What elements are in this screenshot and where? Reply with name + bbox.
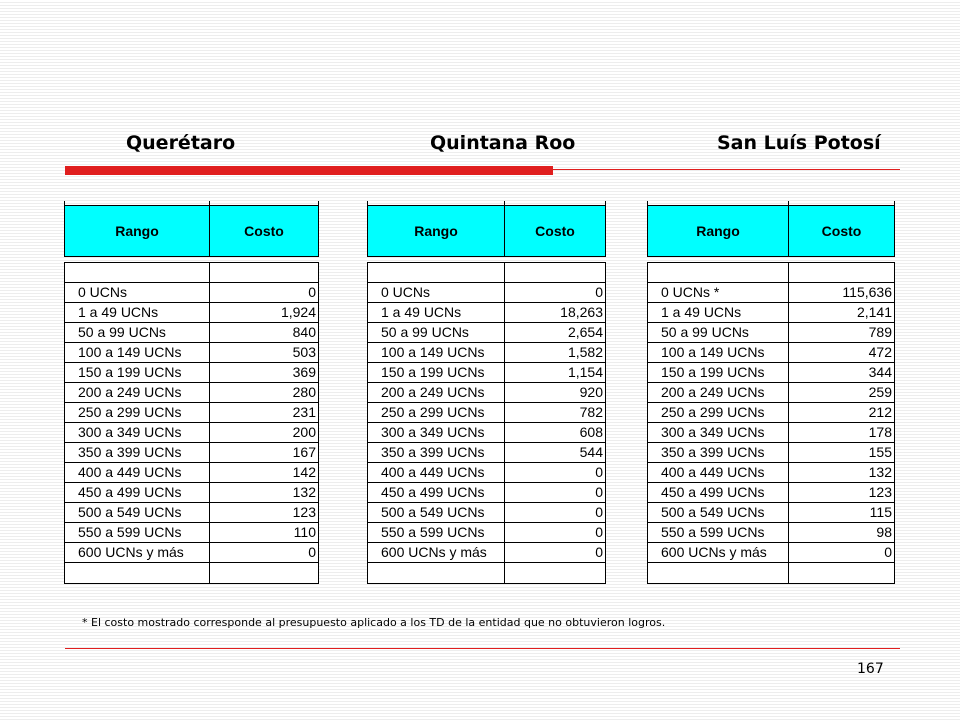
cell-costo [789,263,894,282]
table-row [648,383,894,403]
table-row [65,383,318,403]
cell-costo: 155 [868,444,892,460]
cell-rango: 150 a 199 UCNs [648,363,789,382]
table-row [65,463,318,483]
page-number: 167 [857,661,884,677]
cell-costo: 167 [292,444,316,460]
table-row [65,503,318,523]
cell-rango: 200 a 249 UCNs [648,383,789,402]
table-row [648,483,894,503]
header-costo: Costo [535,223,575,239]
cell-rango: 100 a 149 UCNs [65,343,210,362]
table-row [368,463,605,483]
cell-rango: 1 a 49 UCNs [65,303,210,322]
table-row [65,443,318,463]
title-san-luis-potosi: San Luís Potosí [717,132,881,154]
cell-costo: 115,636 [842,284,892,300]
cell-rango: 100 a 149 UCNs [648,343,789,362]
cell-rango: 250 a 299 UCNs [648,403,789,422]
table-header [367,205,606,257]
cell-costo: 544 [579,444,603,460]
table-row [648,403,894,423]
cell-rango: 400 a 449 UCNs [368,463,505,482]
cell-rango: 400 a 449 UCNs [648,463,789,482]
header-rango: Rango [65,206,210,256]
cell-rango: 400 a 449 UCNs [65,463,210,482]
cell-costo: 132 [292,484,316,500]
table-row [368,343,605,363]
table-row [648,323,894,343]
cell-rango: 200 a 249 UCNs [65,383,210,402]
table-row [368,423,605,443]
cell-rango: 250 a 299 UCNs [65,403,210,422]
table-row [65,283,318,303]
cell-rango: 550 a 599 UCNs [65,523,210,542]
cell-costo: 132 [868,464,892,480]
cell-costo: 0 [308,284,316,300]
cell-costo: 472 [868,344,892,360]
cell-rango: 500 a 549 UCNs [65,503,210,522]
cell-rango: 200 a 249 UCNs [368,383,505,402]
cell-rango [368,263,505,282]
cell-costo: 0 [595,284,603,300]
cell-costo: 110 [293,524,316,540]
cell-rango: 500 a 549 UCNs [368,503,505,522]
table-row [648,283,894,303]
cell-rango: 550 a 599 UCNs [368,523,505,542]
cell-rango: 350 a 399 UCNs [368,443,505,462]
cell-costo [505,263,605,282]
cell-costo [210,263,318,282]
cell-costo: 2,654 [567,324,603,340]
cell-costo: 123 [292,504,316,520]
cell-rango: 100 a 149 UCNs [368,343,505,362]
table-row [65,363,318,383]
cell-costo [505,563,605,583]
cell-rango: 350 a 399 UCNs [65,443,210,462]
table-row [648,343,894,363]
cell-costo: 782 [579,404,603,420]
table-row [368,283,605,303]
table-body [647,262,895,584]
cell-rango [65,563,210,583]
table-row [648,363,894,383]
cell-costo: 0 [308,544,316,560]
blank-row [648,263,894,283]
table-row [368,503,605,523]
cell-costo: 1,582 [567,344,603,360]
cell-costo: 212 [868,404,892,420]
cell-costo [789,563,894,583]
cell-rango: 300 a 349 UCNs [65,423,210,442]
header-rango: Rango [368,206,505,256]
blank-row [648,563,894,583]
cell-rango [65,263,210,282]
table-row [65,423,318,443]
table-row [368,303,605,323]
table-row [368,523,605,543]
table-body [367,262,606,584]
table-header [647,205,895,257]
cell-costo: 98 [876,524,892,540]
cell-rango: 0 UCNs [368,283,505,302]
cell-costo: 200 [292,424,316,440]
cell-rango: 50 a 99 UCNs [648,323,789,342]
table-row [648,543,894,563]
table-row [368,383,605,403]
blank-row [65,263,318,283]
cell-rango [368,563,505,583]
table-row [65,483,318,503]
table-row [368,363,605,383]
cell-costo: 18,263 [560,304,603,320]
cell-costo: 369 [292,364,316,380]
cell-costo: 115 [869,504,892,520]
table-row [65,403,318,423]
cell-rango: 450 a 499 UCNs [65,483,210,502]
table-row [65,323,318,343]
cell-rango: 300 a 349 UCNs [368,423,505,442]
cell-rango: 450 a 499 UCNs [368,483,505,502]
title-queretaro: Querétaro [126,132,236,154]
cell-costo: 280 [292,384,316,400]
cell-rango: 0 UCNs * [648,283,789,302]
cell-costo: 840 [292,324,316,340]
cell-costo: 259 [868,384,892,400]
cell-costo: 920 [579,384,603,400]
cell-costo: 123 [868,484,892,500]
cell-rango: 300 a 349 UCNs [648,423,789,442]
table-row [648,443,894,463]
cell-rango: 50 a 99 UCNs [368,323,505,342]
title-quintana-roo: Quintana Roo [430,132,576,154]
table-row [368,483,605,503]
table-row [648,463,894,483]
cell-rango: 500 a 549 UCNs [648,503,789,522]
cell-costo: 231 [292,404,316,420]
cell-costo: 0 [595,504,603,520]
cell-rango: 350 a 399 UCNs [648,443,789,462]
table-row [648,503,894,523]
table-row [368,443,605,463]
table-row [648,523,894,543]
header-costo: Costo [244,223,284,239]
table-row [368,543,605,563]
blank-row [65,563,318,583]
cell-rango: 250 a 299 UCNs [368,403,505,422]
cell-costo [210,563,318,583]
table-row [65,343,318,363]
cell-costo: 0 [595,484,603,500]
blank-row [368,563,605,583]
cell-costo: 1,154 [567,364,603,380]
cell-rango [648,263,789,282]
table-row [648,303,894,323]
table-header [64,205,319,257]
cell-costo: 0 [595,544,603,560]
header-costo: Costo [821,223,862,239]
header-rango: Rango [648,206,789,256]
cell-rango: 600 UCNs y más [65,543,210,562]
cell-rango: 50 a 99 UCNs [65,323,210,342]
table-row [648,423,894,443]
cell-costo: 0 [595,524,603,540]
cell-rango: 1 a 49 UCNs [368,303,505,322]
cell-rango [648,563,789,583]
cell-rango: 150 a 199 UCNs [368,363,505,382]
cell-costo: 2,141 [856,304,892,320]
cell-rango: 600 UCNs y más [368,543,505,562]
cell-rango: 550 a 599 UCNs [648,523,789,542]
table-row [65,543,318,563]
cell-costo: 608 [579,424,603,440]
footnote: * El costo mostrado corresponde al presupuesto aplicado a los TD de la entidad que no obtuvieron logros. [82,616,666,629]
blank-row [368,263,605,283]
cell-costo: 142 [292,464,316,480]
table-row [65,523,318,543]
cell-rango: 1 a 49 UCNs [648,303,789,322]
table-body [64,262,319,584]
cell-costo: 789 [868,324,892,340]
table-row [368,403,605,423]
red-accent-bar [65,166,553,175]
table-row [65,303,318,323]
cell-costo: 503 [292,344,316,360]
cell-costo: 344 [868,364,892,380]
cell-rango: 150 a 199 UCNs [65,363,210,382]
table-row [368,323,605,343]
cell-rango: 600 UCNs y más [648,543,789,562]
cell-costo: 1,924 [280,304,316,320]
footer-divider [65,648,900,649]
cell-costo: 0 [595,464,603,480]
cell-rango: 0 UCNs [65,283,210,302]
cell-costo: 0 [884,544,892,560]
cell-rango: 450 a 499 UCNs [648,483,789,502]
cell-costo: 178 [868,424,892,440]
